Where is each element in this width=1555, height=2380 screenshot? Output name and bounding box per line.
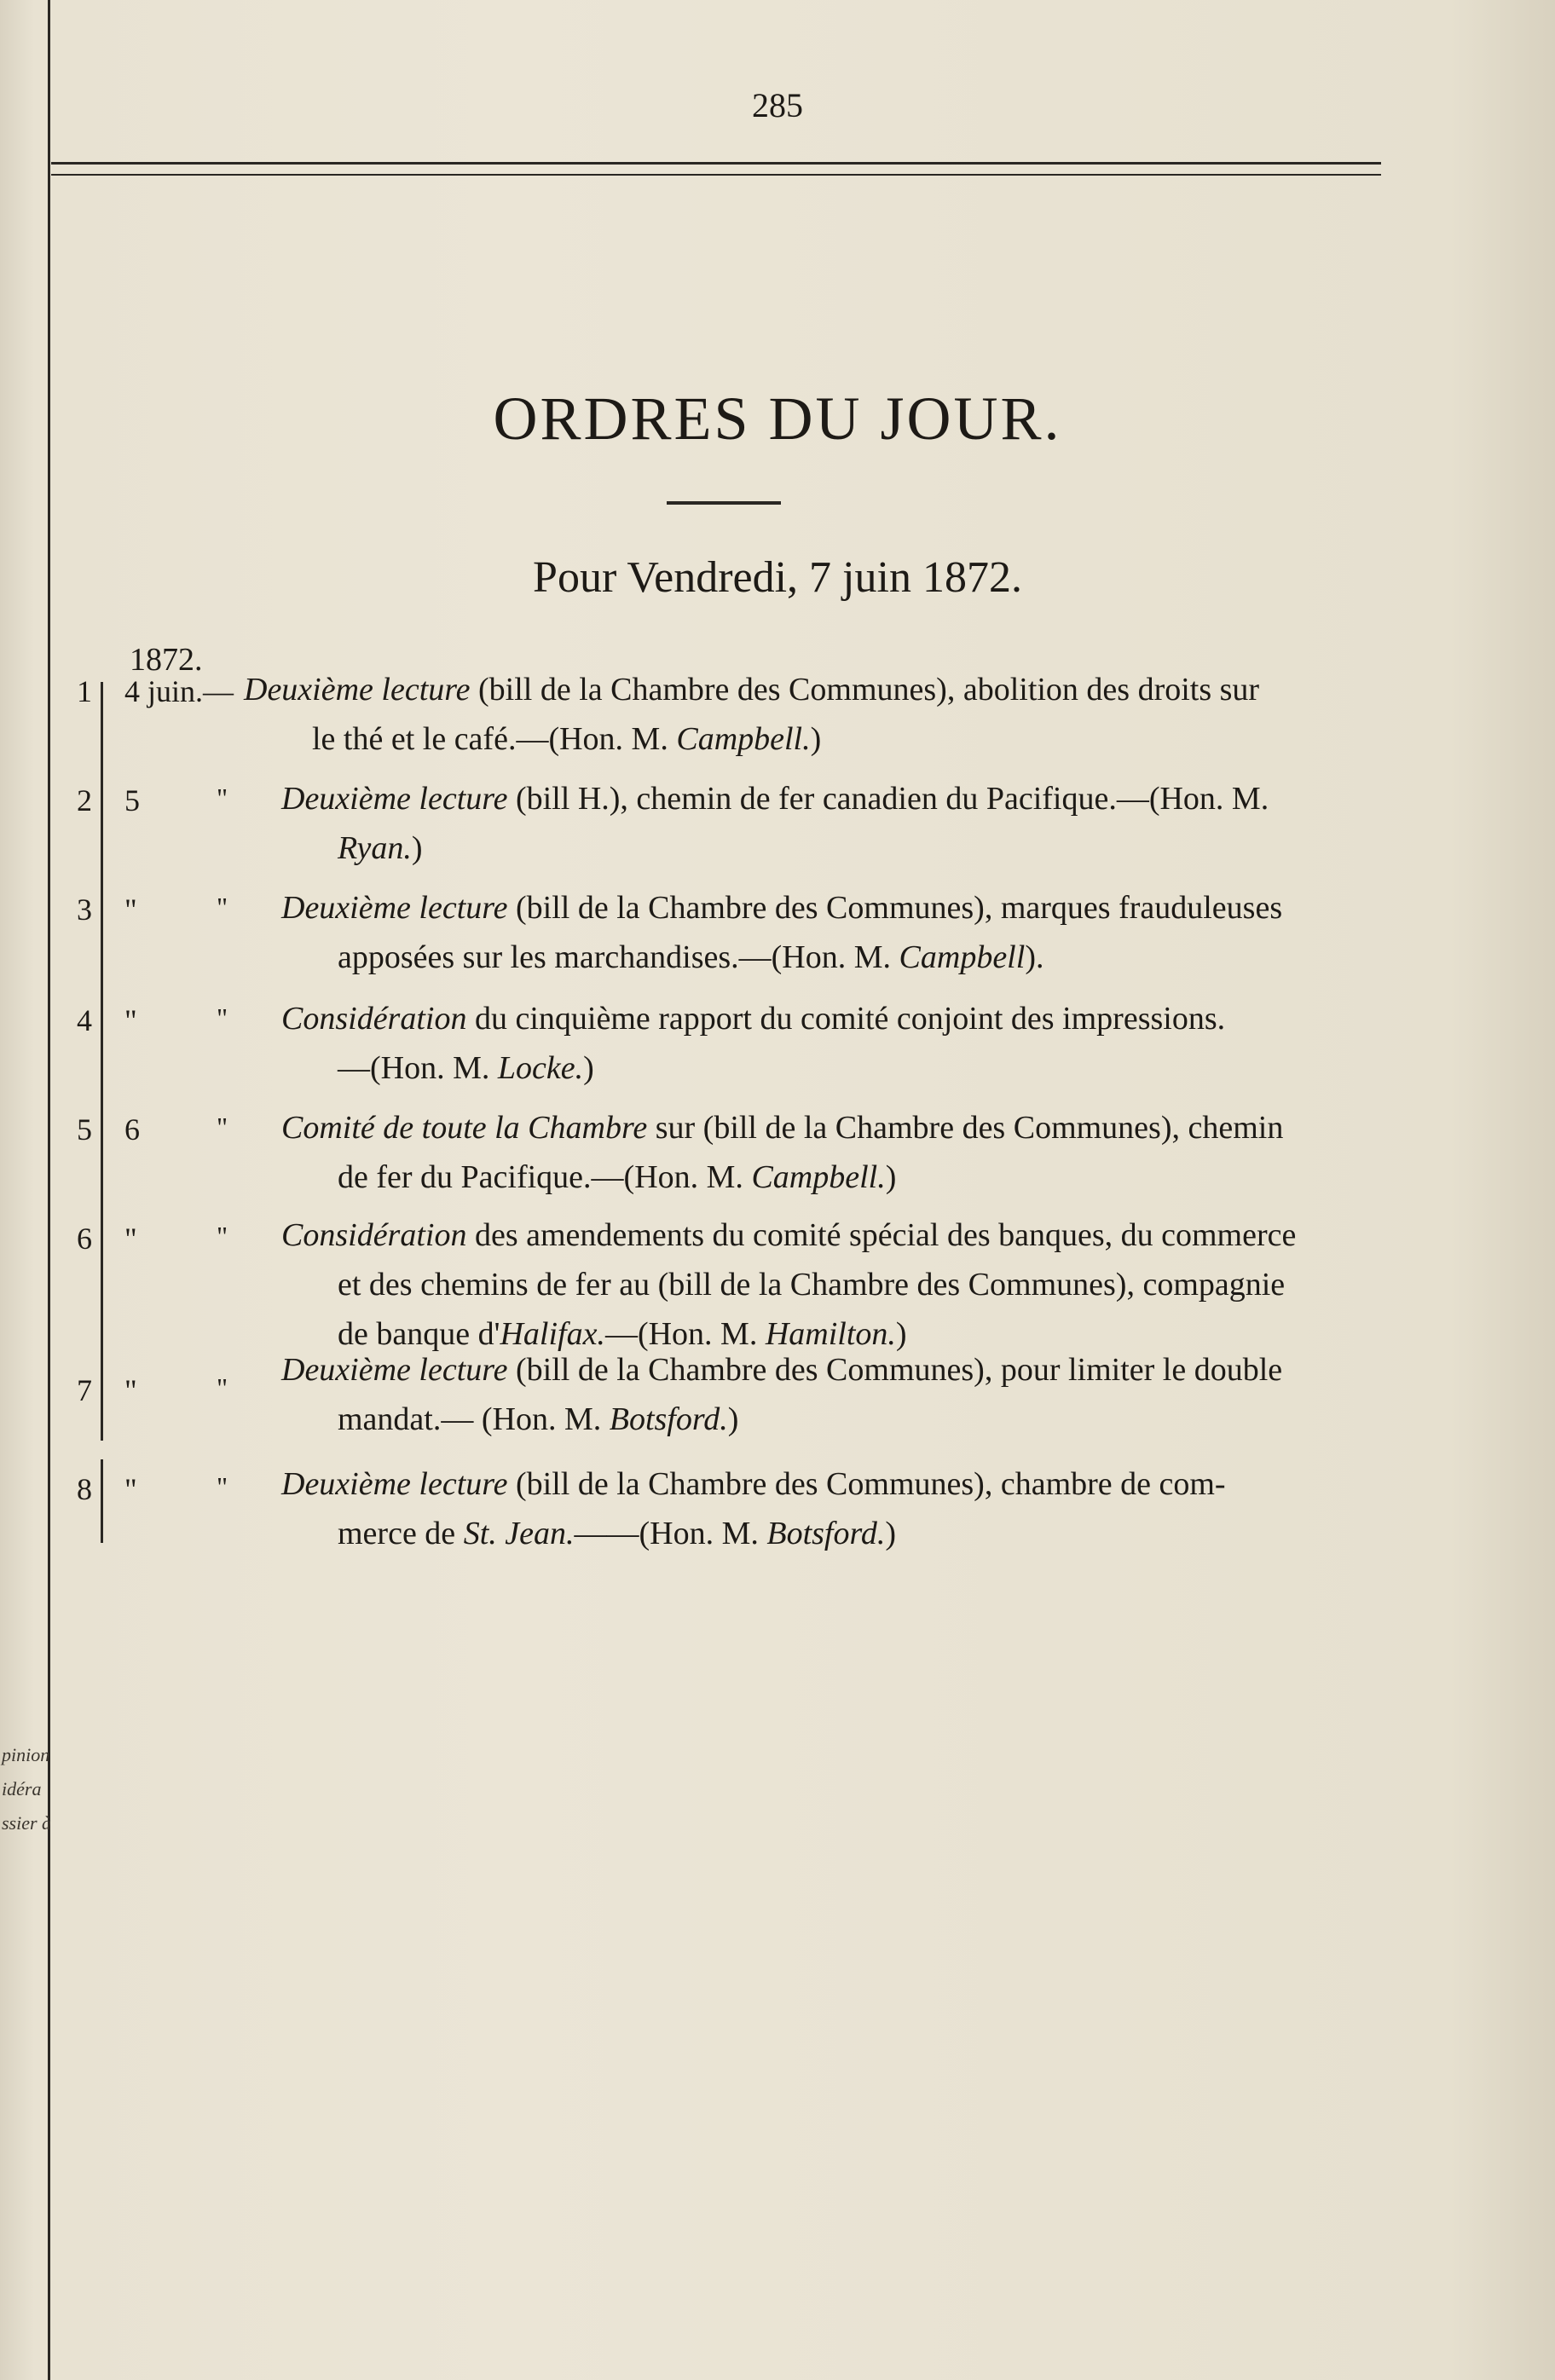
item-line2: le thé et le café.—(Hon. M. [312,721,677,757]
item-line2-end: ). [1025,939,1044,975]
member-name: Hamilton. [765,1316,896,1352]
item-line3-end: ) [895,1316,907,1352]
member-name: Botsford. [766,1516,886,1551]
item-line2: merce de [338,1516,464,1551]
item-date: " [124,1222,137,1256]
item-date: 6 [124,1112,140,1147]
item-number: 2 [77,783,92,817]
item-date: " [124,1373,137,1407]
item-text [281,1459,1390,1558]
item-line1: du cinquième rapport du comité conjoint des impressions. [466,1001,1226,1037]
page-subtitle: Pour Vendredi, 7 juin 1872. [533,553,1022,602]
item-text [281,883,1390,982]
item-number: 3 [77,892,92,927]
item-text [281,774,1390,873]
item-line2-end: ) [810,721,822,757]
item-line1: (bill de la Chambre des Communes), pour limiter le double [507,1352,1283,1388]
ditto-mark: " [217,1002,228,1033]
margin-fragment-1: pinion [2,1744,50,1765]
item-line1: sur (bill de la Chambre des Communes), chemin [647,1110,1284,1146]
item-date: " [124,1003,137,1037]
item-line2-end: ) [885,1159,897,1195]
member-name: Botsford. [609,1401,728,1437]
item-lead: Deuxième lecture [281,890,508,926]
item-number: 8 [77,1472,92,1506]
place-name: Halifax. [500,1316,605,1352]
item-date: 4 juin.— [124,674,234,708]
item-line2-end: ) [583,1050,594,1086]
item-text [281,994,1390,1093]
item-line1: (bill de la Chambre des Communes), abolition des droits sur [470,672,1260,708]
margin-fragment-2: idéra [2,1778,42,1799]
item-line1: (bill H.), chemin de fer canadien du Pacifique.—(Hon. M. [507,781,1269,817]
ditto-mark: " [217,892,228,922]
item-date: 5 [124,783,140,817]
item-number: 5 [77,1112,92,1147]
item-line2: apposées sur les marchandises.—(Hon. M. [338,939,899,975]
member-name: Campbell. [751,1159,886,1195]
item-line3-mid: —(Hon. M. [604,1316,766,1352]
item-number: 7 [77,1373,92,1407]
item-number: 6 [77,1222,92,1256]
binding-edge-line [48,0,50,2380]
ditto-mark: " [217,1471,228,1502]
item-line2-end: ) [727,1401,739,1437]
item-lead: Considération [281,1001,467,1037]
ditto-mark: " [217,1372,228,1403]
header-rule-top [51,162,1381,165]
member-name: Campbell. [676,721,811,757]
item-number: 1 [77,674,92,708]
item-line2: mandat.— (Hon. M. [338,1401,610,1437]
ditto-mark: " [217,783,228,813]
ditto-mark: " [217,1221,228,1251]
title-divider [667,501,781,505]
item-date: " [124,892,137,927]
item-lead: Deuxième lecture [281,1352,508,1388]
member-name: Locke. [497,1050,584,1086]
item-text [281,1210,1390,1359]
member-name: Ryan. [338,830,412,866]
item-line1: (bill de la Chambre des Communes), marques frauduleuses [507,890,1283,926]
item-line2: —(Hon. M. [338,1050,498,1086]
item-date: " [124,1472,137,1506]
member-name: Campbell [899,939,1026,975]
item-lead: Deuxième lecture [281,1466,508,1502]
item-lead: Comité de toute la Chambre [281,1110,648,1146]
page-number: 285 [752,86,803,124]
header-rule-bottom [51,174,1381,176]
item-lead: Considération [281,1217,467,1253]
ditto-mark: " [217,1112,228,1142]
place-name: St. Jean. [463,1516,575,1551]
item-line2-mid: ——(Hon. M. [574,1516,767,1551]
item-text [281,1345,1390,1444]
item-text [281,1103,1390,1202]
item-line2: et des chemins de fer au (bill de la Chambre des Communes), compagnie [338,1267,1286,1303]
item-text [244,665,1395,764]
item-line1: des amendements du comité spécial des banques, du commerce [466,1217,1297,1253]
item-line2-end: ) [411,830,423,866]
year-heading: 1872. [130,642,203,678]
item-lead: Deuxième lecture [244,672,471,708]
item-lead: Deuxième lecture [281,781,508,817]
item-line1: (bill de la Chambre des Communes), chambre de com- [507,1466,1226,1502]
item-line2: de fer du Pacifique.—(Hon. M. [338,1159,752,1195]
page-title: ORDRES DU JOUR. [493,384,1062,453]
item-line3: de banque d' [338,1316,500,1352]
item-line2-end: ) [885,1516,897,1551]
margin-fragment-3: ssier à [2,1812,52,1834]
item-number: 4 [77,1003,92,1037]
